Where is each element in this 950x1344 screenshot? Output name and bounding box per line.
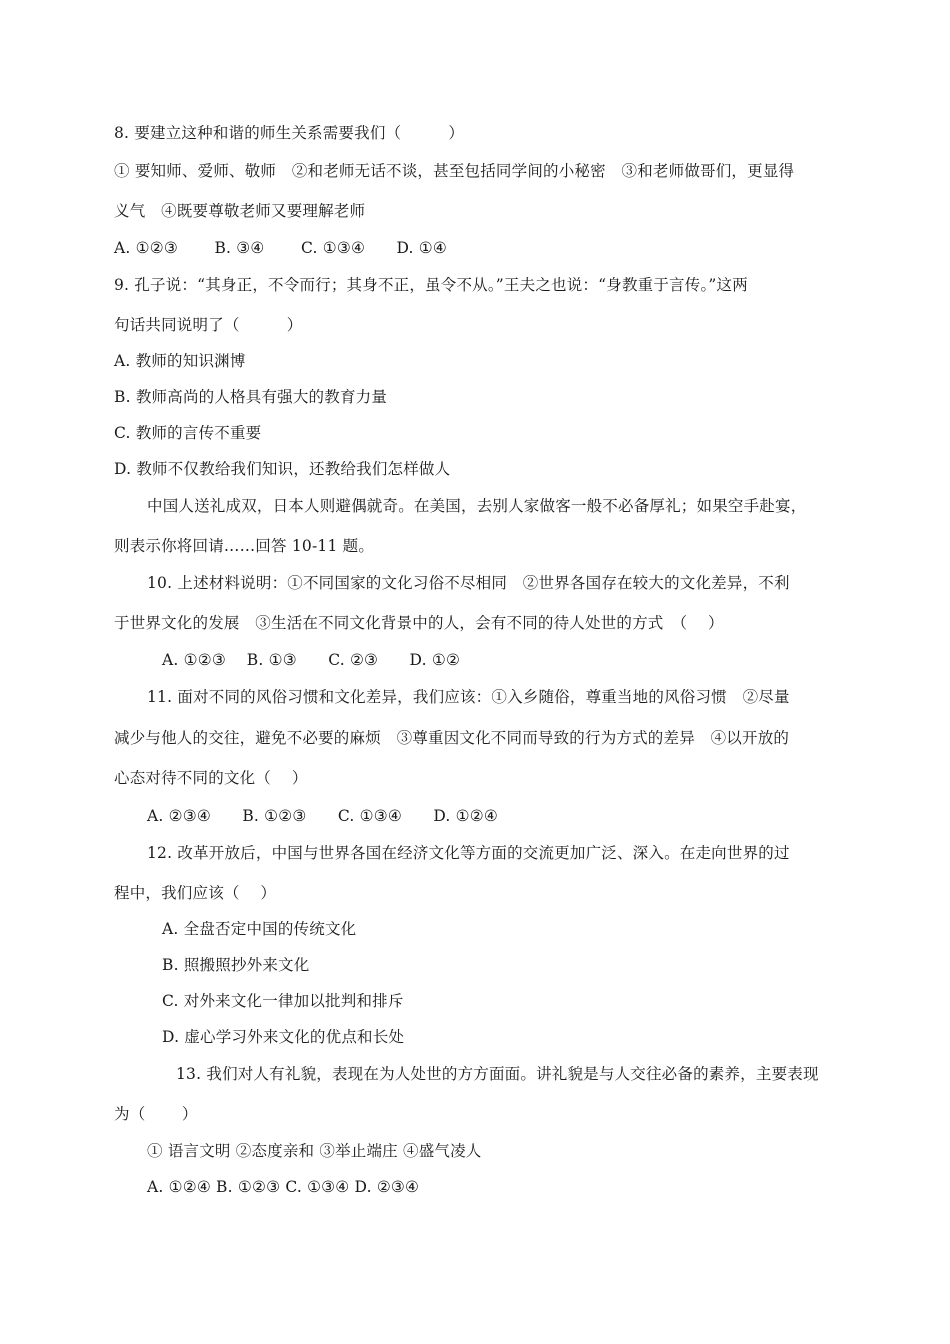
question-8-statements-line-2: 义气 ④既要尊敬老师又要理解老师 (114, 202, 366, 220)
question-8-statements-line-1: ① 要知师、爱师、敬师 ②和老师无话不谈，甚至包括同学间的小秘密 ③和老师做哥们，更显得 (114, 162, 795, 180)
question-11-stem-line-1: 11. 面对不同的风俗习惯和文化差异，我们应该：①入乡随俗，尊重当地的风俗习惯 ②尽量 (147, 688, 790, 706)
question-8-stem: 8. 要建立这种和谐的师生关系需要我们（ ） (114, 124, 465, 142)
question-12-option-d: D. 虚心学习外来文化的优点和长处 (162, 1028, 405, 1046)
question-12-stem-line-1: 12. 改革开放后，中国与世界各国在经济文化等方面的交流更加广泛、深入。在走向世界的过 (147, 844, 790, 862)
question-13-options: A. ①②④ B. ①②③ C. ①③④ D. ②③④ (147, 1178, 420, 1196)
question-9-option-d: D. 教师不仅教给我们知识，还教给我们怎样做人 (114, 460, 451, 478)
question-13-stem-line-1: 13. 我们对人有礼貌，表现在为人处世的方方面面。讲礼貌是与人交往必备的素养，主要表现 (176, 1065, 819, 1083)
question-11-stem-line-2: 减少与他人的交往，避免不必要的麻烦 ③尊重因文化不同而导致的行为方式的差异 ④以开放的 (114, 729, 790, 747)
question-10-stem-line-1: 10. 上述材料说明：①不同国家的文化习俗不尽相同 ②世界各国存在较大的文化差异，不利 (147, 574, 790, 592)
question-9-option-a: A. 教师的知识渊博 (114, 352, 246, 370)
question-12-option-a: A. 全盘否定中国的传统文化 (162, 920, 357, 938)
question-10-stem-line-2: 于世界文化的发展 ③生活在不同文化背景中的人，会有不同的待人处世的方式 （ ） (114, 614, 724, 632)
question-12-stem-line-2: 程中，我们应该（ ） (114, 884, 277, 902)
question-12-option-b: B. 照搬照抄外来文化 (162, 956, 310, 974)
question-9-option-c: C. 教师的言传不重要 (114, 424, 262, 442)
question-10-options: A. ①②③ B. ①③ C. ②③ D. ①② (162, 651, 461, 669)
question-9-option-b: B. 教师高尚的人格具有强大的教育力量 (114, 388, 388, 406)
question-13-statements: ① 语言文明 ②态度亲和 ③举止端庄 ④盛气凌人 (147, 1142, 482, 1160)
question-11-stem-line-3: 心态对待不同的文化（ ） (114, 769, 308, 787)
material-line-1: 中国人送礼成双，日本人则避偶就奇。在美国，去别人家做客一般不必备厚礼；如果空手赴宴， (147, 497, 807, 515)
question-9-stem-line-2: 句话共同说明了（ ） (114, 316, 303, 334)
question-9-stem-line-1: 9. 孔子说：“其身正，不令而行；其身不正，虽令不从。”王夫之也说：“身教重于言传。”这两 (114, 276, 748, 294)
material-line-2: 则表示你将回请……回答 10-11 题。 (114, 537, 375, 555)
question-12-option-c: C. 对外来文化一律加以批判和排斥 (162, 992, 404, 1010)
question-13-stem-line-2: 为（ ） (114, 1105, 198, 1123)
question-8-options: A. ①②③ B. ③④ C. ①③④ D. ①④ (114, 239, 447, 257)
question-11-options: A. ②③④ B. ①②③ C. ①③④ D. ①②④ (147, 807, 498, 825)
